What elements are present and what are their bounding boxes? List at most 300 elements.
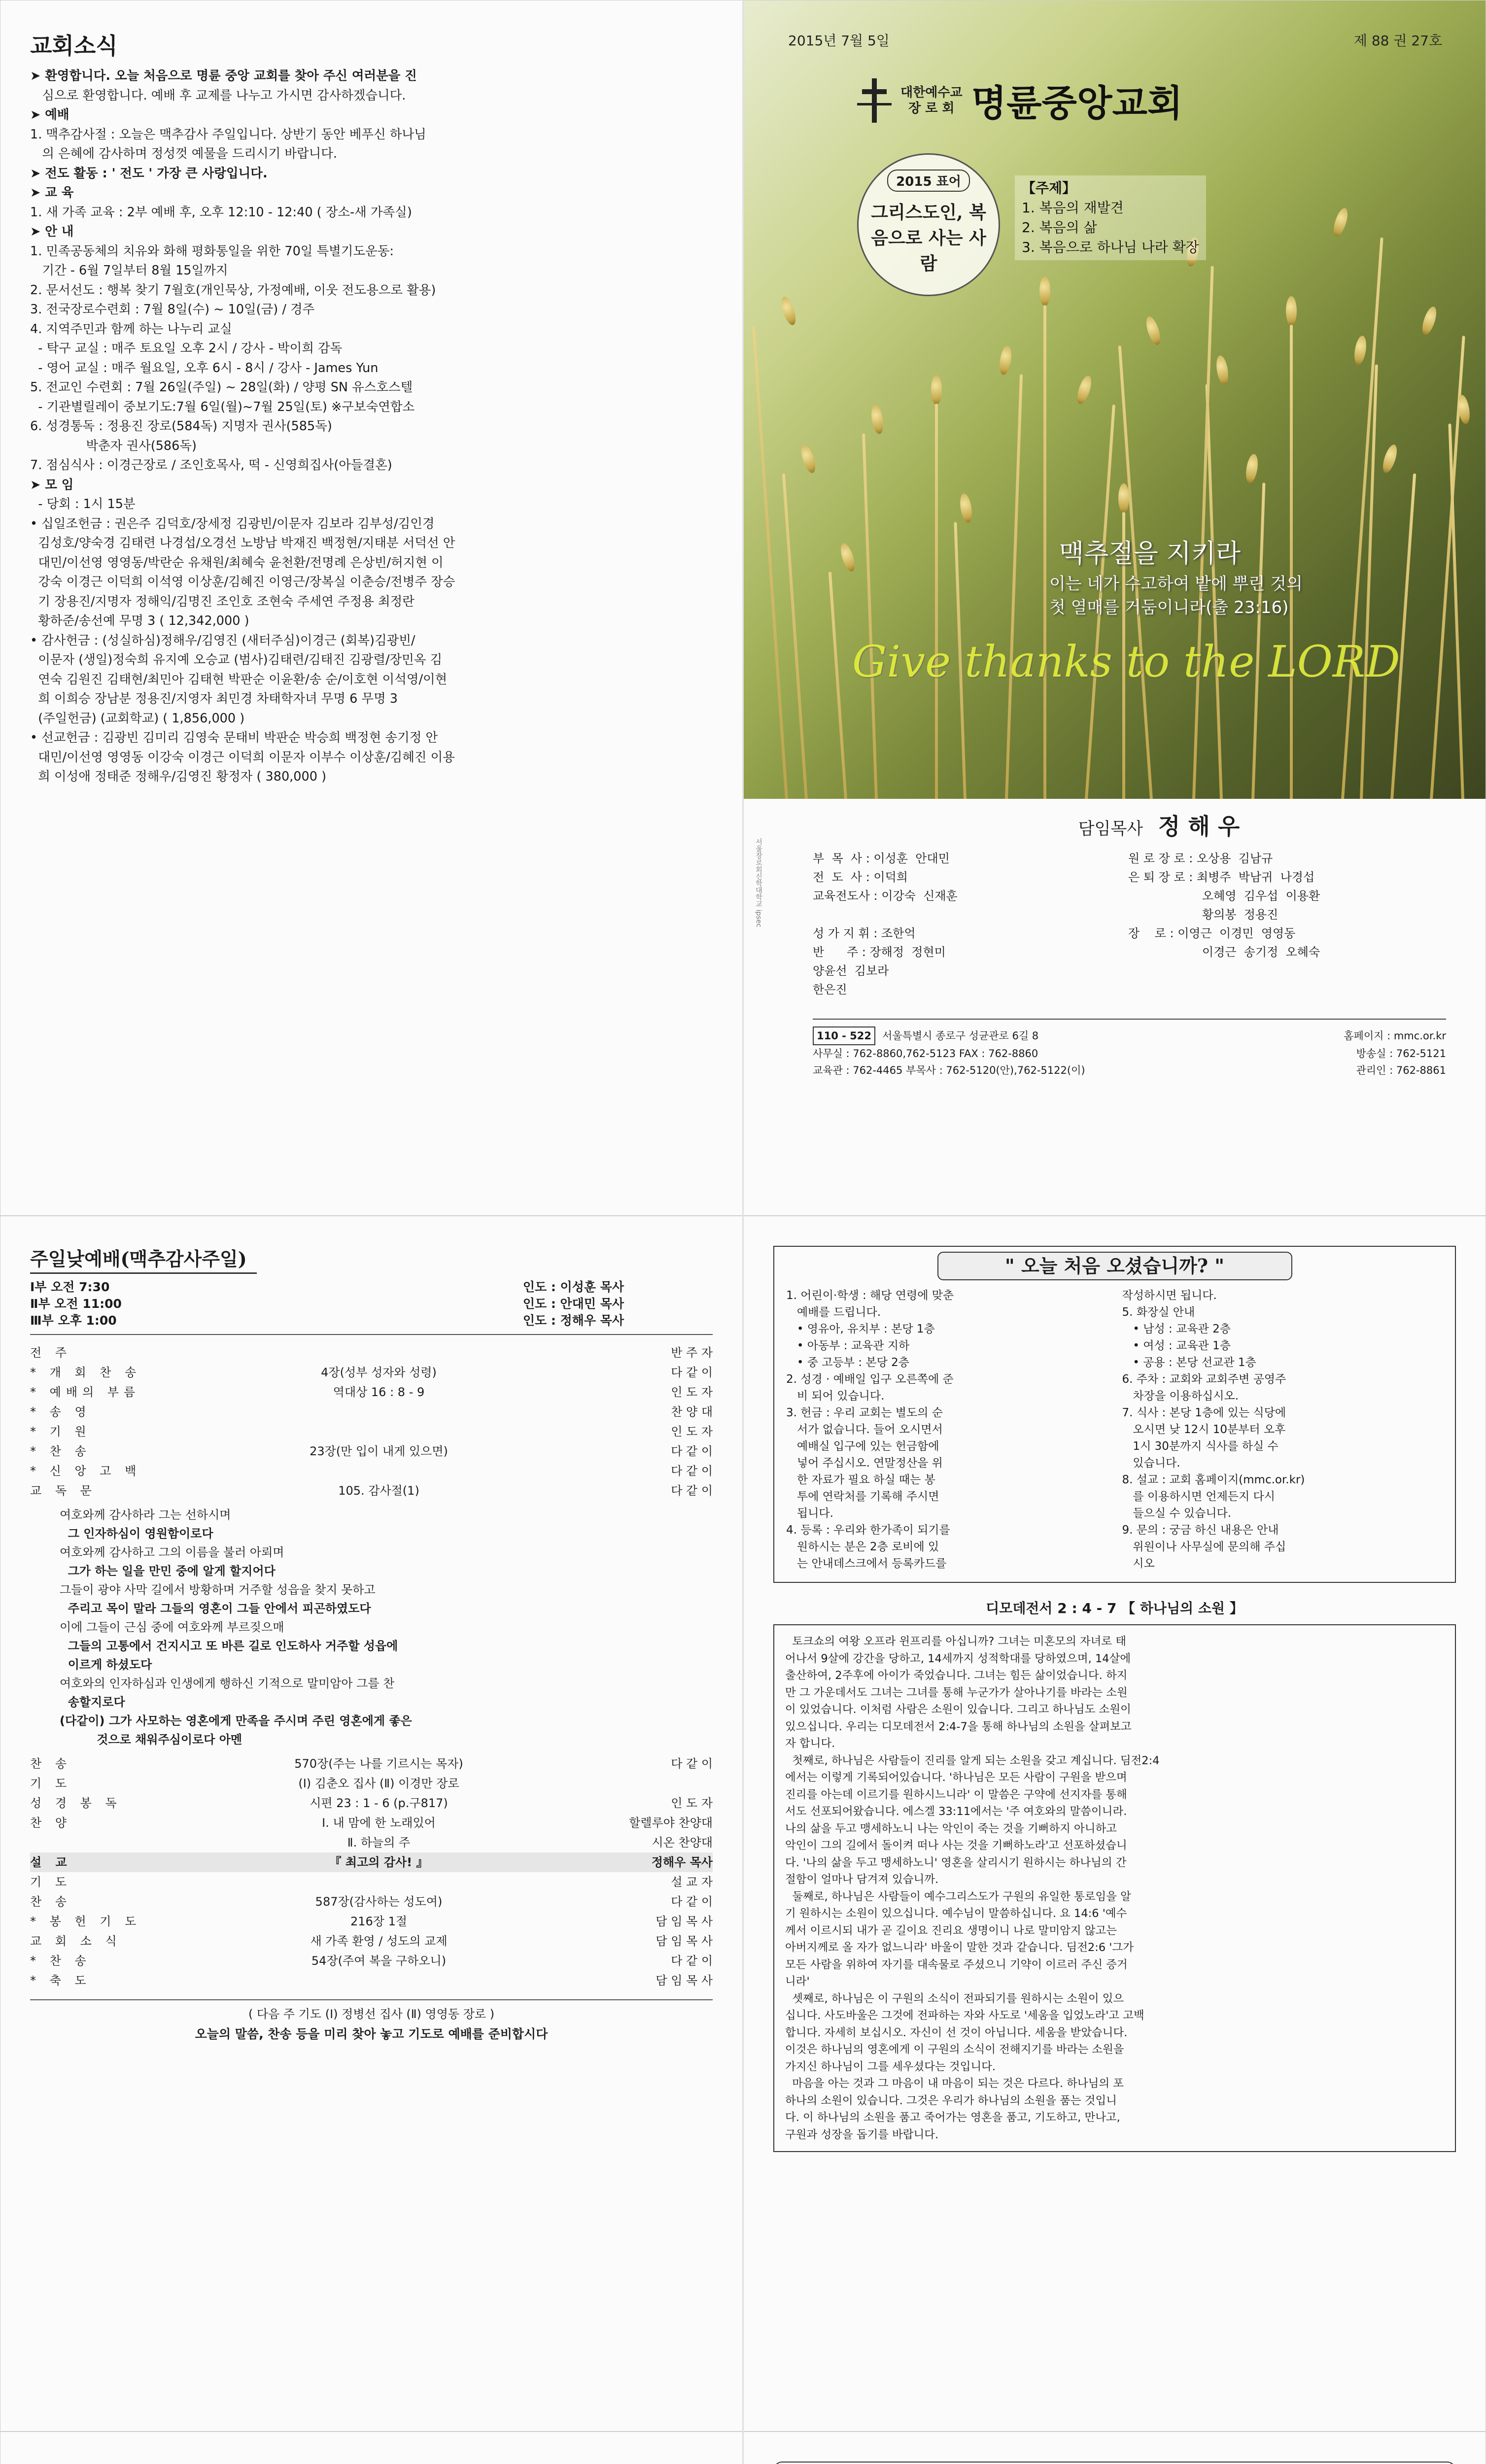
wheat-grain <box>1039 276 1050 306</box>
broadcast-phone: 방송실 : 762-5121 <box>1356 1048 1446 1060</box>
order-item: 교 회 소 식 <box>30 1934 122 1948</box>
order-item: * 봉 헌 기 도 <box>30 1915 141 1928</box>
news-item: 1. 민족공동체의 치유와 화해 평화통일을 위한 70일 특별기도운동: <box>30 243 394 259</box>
visitor-guide-line: 비 되어 있습니다. <box>786 1390 885 1403</box>
order-row <box>30 1343 713 1363</box>
litany-line: 이르게 하셨도다 <box>60 1658 152 1672</box>
staff-left: 교육전도사 : 이강숙 신재훈 <box>813 889 958 903</box>
service-row <box>30 1312 713 1329</box>
order-item: * 개 회 찬 송 <box>30 1366 141 1379</box>
wheat-stalk <box>1290 325 1293 799</box>
litany-line: 여호와께 감사하라 그는 선하시며 <box>60 1508 231 1522</box>
staff-right: 이경근 송기정 오혜숙 <box>1202 945 1320 959</box>
wheat-grain <box>1143 315 1163 346</box>
wheat-stalk <box>1448 423 1465 799</box>
staff-right: 오혜영 김우섭 이용환 <box>1202 889 1320 903</box>
wheat-stalk <box>782 474 810 799</box>
visitor-guide-line: • 아동부 : 교육관 지하 <box>786 1339 910 1352</box>
order-row <box>30 1912 713 1931</box>
office-phone: 사무실 : 762-8860,762-5123 FAX : 762-8860 <box>813 1048 1038 1060</box>
order-content: 4장(성부 성자와 성령) <box>321 1366 437 1379</box>
order-person <box>614 1774 713 1793</box>
order-item: 전 주 <box>30 1346 71 1360</box>
order-row <box>30 1774 713 1793</box>
visitor-guide-line: 3. 헌금 : 우리 교회는 별도의 순 <box>786 1406 943 1419</box>
staff-left: 성 가 지 휘 : 조한억 <box>813 926 916 940</box>
order-content <box>143 1461 614 1481</box>
order-person: 다 같 이 <box>671 1484 713 1498</box>
sermon-line: 하나의 소원이 있습니다. 그것은 우리가 하나님의 소원을 품는 것입니 <box>785 2094 1117 2107</box>
cross-logo-icon <box>857 78 892 123</box>
staff-right: 장 로 : 이영근 이경민 영영동 <box>1128 926 1296 940</box>
visitor-guide-left <box>786 1287 1107 1572</box>
news-panel <box>0 0 743 1216</box>
sermon-line: 첫째로, 하나님은 사람들이 진리를 알게 되는 소원을 갖고 계십니다. 딤전2:4 <box>785 1754 1160 1767</box>
sermon-line: 절함이 얼마나 담겨져 있습니까. <box>785 1873 939 1886</box>
sermon-line: 자 합니다. <box>785 1737 835 1750</box>
order-person: 인 도 자 <box>671 1425 713 1438</box>
calendar-panel <box>743 2431 1486 2464</box>
sermon-line: 악인이 그의 길에서 돌이켜 떠나 사는 것을 기뻐하노라'고 선포하셨습니 <box>785 1839 1127 1852</box>
order-item: 기 도 <box>30 1777 71 1790</box>
visitor-guide-line: 넣어 주십시오. 연말정산을 위 <box>786 1457 943 1470</box>
order-content: 570장(주는 나를 기르시는 목자) <box>294 1757 463 1771</box>
wheat-grain <box>798 443 818 475</box>
order-row <box>30 1971 713 1990</box>
church-name: 명륜중앙교회 <box>971 82 1183 125</box>
visitor-guide-line: 위원이나 사무실에 문의해 주십 <box>1122 1540 1286 1553</box>
news-title: 교회소식 <box>30 33 118 59</box>
staff-right <box>1128 961 1446 980</box>
order-row <box>30 1852 713 1872</box>
order-person: 다 같 이 <box>671 1444 713 1458</box>
order-row <box>30 1813 713 1833</box>
feast-verse-line1: 이는 네가 수고하여 밭에 뿌린 것의 <box>1049 574 1303 594</box>
theme-item: 3. 복음으로 하나님 나라 확장 <box>1022 239 1199 255</box>
order-content: 역대상 16 : 8 - 9 <box>333 1385 425 1399</box>
news-item: 4. 지역주민과 함께 하는 나누리 교실 <box>30 321 232 337</box>
visitor-guide-line: 는 안내데스크에서 등록카드를 <box>786 1557 947 1570</box>
year-theme-text: 그리스도인, 복음으로 사는 사람 <box>871 202 986 274</box>
sermon-text <box>773 1624 1456 2152</box>
news-item: 박춘자 권사(586독) <box>30 438 197 453</box>
order-content: Ⅰ. 내 맘에 한 노래있어 <box>322 1816 436 1830</box>
service-leader: 인도 : 이성훈 목사 <box>522 1280 624 1294</box>
sermon-line: 에서는 이렇게 기록되어있습니다. '하나님은 모든 사람이 구원을 받으며 <box>785 1771 1127 1784</box>
news-item: 3. 전국장로수련회 : 7월 8일(수) ~ 10일(금) / 경주 <box>30 302 315 317</box>
order-person: 정해우 목사 <box>651 1855 713 1869</box>
wheat-grain <box>1352 335 1368 366</box>
wheat-stalk <box>862 433 879 799</box>
news-item: • 선교헌금 : 김광빈 김미리 김영숙 문태비 박판순 박승희 백정현 송기정 안 <box>30 730 438 745</box>
order-content: 시편 23 : 1 - 6 (p.구817) <box>310 1796 448 1810</box>
order-item: 성 경 봉 독 <box>30 1796 122 1810</box>
news-item: • 감사헌금 : (성실하심)정해우/김영진 (새터주심)이경근 (회복)김광빈/ <box>30 633 415 648</box>
order-item: 기 도 <box>30 1875 71 1889</box>
news-item: ➤ 환영합니다. 오늘 처음으로 명륜 중앙 교회를 찾아 주신 여러분을 진 <box>30 68 417 83</box>
order-person: 다 같 이 <box>671 1464 713 1478</box>
news-item: 6. 성경통독 : 정용진 장로(584독) 지명자 권사(585독) <box>30 419 332 434</box>
english-slogan: Give thanks to the LORD <box>852 636 1400 687</box>
visitor-guide-line: 작성하시면 됩니다. <box>1122 1289 1217 1302</box>
pastor-label: 담임목사 <box>1078 819 1143 839</box>
litany-line: 그들의 고통에서 건지시고 또 바른 길로 인도하사 거주할 성읍에 <box>60 1639 398 1653</box>
order-content <box>143 1971 614 1990</box>
order-item: 찬 양 <box>30 1816 71 1830</box>
wheat-stalk <box>829 572 849 799</box>
sermon-line: 다. '나의 삶을 두고 맹세하노니' 영혼을 살리시기 원하시는 하나님의 간 <box>785 1856 1127 1869</box>
service-time: Ⅰ부 오전 7:30 <box>30 1280 110 1294</box>
sunday-worship-title: 주일낮예배(맥추감사주일) <box>30 1246 257 1274</box>
staff-right: 황의봉 정용진 <box>1202 908 1279 922</box>
order-content <box>143 1872 614 1892</box>
staff-left: 전 도 사 : 이덕희 <box>813 870 908 884</box>
sermon-line: 나의 삶을 두고 맹세하노니 나는 악인이 죽는 것을 기뻐하지 아니하고 <box>785 1822 1117 1835</box>
wheat-grain <box>1074 374 1094 406</box>
wheat-grain <box>1380 443 1399 475</box>
wheat-grain <box>1419 305 1439 337</box>
order-item: * 송 영 <box>30 1405 91 1419</box>
order-person: 인 도 자 <box>671 1796 713 1810</box>
litany-line: 여호와의 인자하심과 인생에게 행하신 기적으로 말미암아 그를 찬 <box>60 1677 395 1690</box>
sermon-line: 니라' <box>785 1975 810 1988</box>
order-person: 인 도 자 <box>671 1385 713 1399</box>
staff-row <box>813 887 1446 905</box>
visitor-guide-line: 한 자료가 필요 하실 때는 봉 <box>786 1473 935 1486</box>
church-header <box>857 74 1183 127</box>
worship-order-1 <box>30 1343 713 1501</box>
visitor-guide-line: • 공용 : 본당 선교관 1층 <box>1122 1356 1256 1369</box>
sermon-line: 어나서 9살에 강간을 당하고, 14세까지 성적학대를 당하였으며, 14살에 <box>785 1652 1131 1665</box>
staff-left: 양윤선 김보라 <box>813 964 889 978</box>
order-item: * 찬 송 <box>30 1954 91 1968</box>
staff-row <box>813 868 1446 887</box>
news-item: ➤ 안 내 <box>30 224 74 239</box>
visitor-box <box>773 1246 1456 1583</box>
staff-row <box>813 943 1446 961</box>
news-item: 심으로 환영합니다. 예배 후 교제를 나누고 가시면 감사하겠습니다. <box>30 88 406 103</box>
visitor-guide-line: • 여성 : 교육관 1층 <box>1122 1339 1231 1352</box>
visitor-guide-line: 들으실 수 있습니다. <box>1122 1507 1232 1520</box>
news-item: 5. 전교인 수련회 : 7월 26일(주일) ~ 28일(화) / 양평 SN 유스호스텔 <box>30 380 413 395</box>
sermon-line: 모든 사람을 위하여 자기를 대속물로 주셨으니 기약이 이르러 주신 증거 <box>785 1958 1128 1971</box>
afternoon-title <box>30 2462 148 2464</box>
wheat-stalk <box>752 326 790 799</box>
order-content <box>143 1422 614 1441</box>
visitor-guide-line: 1시 30분까지 식사를 하실 수 <box>1122 1440 1279 1453</box>
service-leader: 인도 : 안대민 목사 <box>522 1297 624 1311</box>
staff-left: 부 목 사 : 이성훈 안대민 <box>813 852 950 865</box>
staff-right: 원 로 장 로 : 오상용 김남규 <box>1128 852 1273 865</box>
litany-line: 송할지로다 <box>60 1695 125 1709</box>
news-item: 기 장용진/지명자 정해익/김명진 조인호 조현숙 주세연 주정용 최정란 <box>30 594 415 609</box>
news-item: - 당회 : 1시 15분 <box>30 497 136 512</box>
sermon-line: 합니다. 자세히 보십시오. 자신이 선 것이 아닙니다. 세움을 받았습니다. <box>785 2026 1128 2039</box>
order-row <box>30 1402 713 1422</box>
edu-phone: 교육관 : 762-4465 부목사 : 762-5120(안),762-5122(이) <box>813 1064 1085 1076</box>
staff-left: 한은진 <box>813 983 847 996</box>
order-row <box>30 1872 713 1892</box>
news-item: 희 이희승 장남분 정용진/지영자 최민경 차태학자녀 무명 6 무명 3 <box>30 691 398 706</box>
wheat-grain <box>1244 453 1259 484</box>
sermon-line: 셋째로, 하나님은 이 구원의 소식이 전파되기를 원하시는 소원이 있으 <box>785 1992 1124 2005</box>
staff-right <box>1128 980 1446 999</box>
news-item: - 기관별릴레이 중보기도:7월 6일(월)~7월 25일(토) ※구보숙연합소 <box>30 399 415 414</box>
theme-item: 1. 복음의 재발견 <box>1022 200 1124 216</box>
service-time: Ⅱ부 오전 11:00 <box>30 1297 122 1311</box>
feast-verse-line2: 첫 열매를 거둠이니라(출 23:16) <box>1049 598 1289 617</box>
visitor-guide-right <box>1122 1287 1444 1572</box>
order-person: 다 같 이 <box>671 1954 713 1968</box>
visitor-guide-line: • 영유아, 유치부 : 본당 1층 <box>786 1323 935 1335</box>
sermon-line: 진리를 아는데 이르기를 원하시느니라' 이 말씀은 구약에 선지자를 통해 <box>785 1788 1127 1801</box>
order-row <box>30 1754 713 1774</box>
staff-left: 반 주 : 장해정 정현미 <box>813 945 946 959</box>
sermon-line: 께서 이르시되 내가 곧 길이요 진리요 생명이니 나로 말미암지 않고는 <box>785 1924 1117 1937</box>
news-item: (주일헌금) (교회학교) ( 1,856,000 ) <box>30 711 245 726</box>
order-row <box>30 1481 713 1501</box>
visitor-guide-line: 투에 연락처를 기록해 주시면 <box>786 1490 939 1503</box>
news-item: 의 은혜에 감사하며 정성껏 예물을 드리시기 바랍니다. <box>30 146 337 161</box>
order-content: 『 최고의 감사! 』 <box>329 1855 428 1869</box>
order-item: * 찬 송 <box>30 1444 91 1458</box>
order-row <box>30 1793 713 1813</box>
sermon-line: 이것은 하나님의 영혼에게 이 구원의 소식이 전해지기를 바라는 소원을 <box>785 2043 1124 2056</box>
news-item: 대민/이선영 영영동/박란순 유채원/최혜숙 윤천환/전명례 은상빈/허지현 이 <box>30 555 444 570</box>
news-item: ➤ 모 임 <box>30 477 74 492</box>
staff-row <box>813 849 1446 868</box>
bulletin-volume: 제 88 권 27호 <box>1353 33 1442 49</box>
order-person: 다 같 이 <box>671 1757 713 1771</box>
visitor-panel <box>743 1216 1486 2431</box>
wheat-grain <box>869 404 885 435</box>
order-person: 담 임 목 사 <box>656 1974 713 1987</box>
wheat-stalk <box>935 404 938 799</box>
order-row <box>30 1951 713 1971</box>
order-content: 새 가족 환영 / 성도의 교제 <box>310 1934 448 1948</box>
order-row <box>30 1422 713 1441</box>
sermon-line: 둘째로, 하나님은 사람들이 예수그리스도가 구원의 유일한 통로임을 알 <box>785 1890 1131 1903</box>
order-content: (Ⅰ) 김춘오 집사 (Ⅱ) 이경만 장로 <box>298 1777 459 1790</box>
sermon-line: 있으십니다. 우리는 디모데전서 2:4-7을 통해 하나님의 소원을 살펴보고 <box>785 1720 1132 1733</box>
visitor-guide-line: 9. 문의 : 궁금 하신 내용은 안내 <box>1122 1524 1279 1537</box>
visitor-guide-line: 4. 등록 : 우리와 한가족이 되기를 <box>786 1524 950 1537</box>
service-leader: 인도 : 정해우 목사 <box>522 1313 624 1328</box>
litany-line: 그들이 광야 사막 길에서 방황하며 거주할 성읍을 찾지 못하고 <box>60 1583 376 1597</box>
litany-line: 그 인자하심이 영원함이로다 <box>60 1527 213 1540</box>
litany-line: 것으로 채워주심이로다 아멘 <box>60 1733 242 1746</box>
news-item: 기간 - 6월 7일부터 8월 15일까지 <box>30 263 228 278</box>
order-item: * 신 앙 고 백 <box>30 1464 141 1478</box>
theme-heading: 【주제】 <box>1022 180 1076 196</box>
homepage: 홈페이지 : mmc.or.kr <box>1344 1030 1446 1042</box>
order-person: 시온 찬양대 <box>652 1836 713 1849</box>
sermon-line: 아버지께로 올 자가 없느니라' 바울이 말한 것과 같습니다. 딤전2:6 '그가 <box>785 1941 1134 1954</box>
wheat-grain <box>1331 206 1350 238</box>
order-person: 설 교 자 <box>671 1875 713 1889</box>
year-theme-year: 2015 표어 <box>887 170 970 192</box>
year-theme-badge <box>857 153 1000 296</box>
wheat-stalk <box>1004 374 1023 799</box>
order-item: 교 독 문 <box>30 1484 97 1498</box>
sermon-line: 출산하여, 2주후에 아이가 죽었습니다. 그녀는 힘든 삶이었습니다. 하지 <box>785 1669 1128 1682</box>
visitor-guide-line: 차장을 이용하십시오. <box>1122 1390 1239 1403</box>
order-person: 담 임 목 사 <box>656 1934 713 1948</box>
news-item: - 영어 교실 : 매주 월요일, 오후 6시 - 8시 / 강사 - James Yun <box>30 360 379 376</box>
sunday-worship-panel <box>0 1216 743 2431</box>
order-content: Ⅱ. 하늘의 주 <box>347 1836 411 1849</box>
sermon-title: 디모데전서 2 : 4 - 7 【 하나님의 소원 】 <box>986 1600 1244 1616</box>
news-item: ➤ 교 육 <box>30 185 74 200</box>
next-week-prayer: ( 다음 주 기도 (Ⅰ) 정병선 집사 (Ⅱ) 영영동 장로 ) <box>30 1999 713 2021</box>
order-row <box>30 1833 713 1852</box>
order-item: * 축 도 <box>30 1974 91 1987</box>
news-item: 연숙 김원진 김태현/최민아 김태현 박판순 이윤환/송 순/이호현 이석영/이현 <box>30 672 448 687</box>
wheat-photo <box>744 0 1486 799</box>
order-content: 587장(감사하는 성도여) <box>315 1895 443 1909</box>
worship-order-2 <box>30 1754 713 1990</box>
visitor-guide-line: 예배를 드립니다. <box>786 1306 881 1319</box>
visitor-guide-line: 원하시는 분은 2층 로비에 있 <box>786 1540 939 1553</box>
visitor-guide-line: 5. 화장실 안내 <box>1122 1306 1195 1319</box>
wheat-grain <box>931 375 942 405</box>
visitor-guide-line: • 중 고등부 : 본당 2층 <box>786 1356 909 1369</box>
afternoon-panel <box>0 2431 743 2464</box>
sermon-line: 이 있었습니다. 이처럼 사람은 소원이 있습니다. 그리고 하나님도 소원이 <box>785 1703 1131 1716</box>
news-item: 이문자 (생일)정숙희 유지예 오승교 (범사)김태련/김태진 김광렬/장민옥 김 <box>30 652 443 667</box>
order-row <box>30 1382 713 1402</box>
news-item: • 십일조헌금 : 권은주 김덕호/장세정 김광빈/이문자 김보라 김부성/김인경 <box>30 516 435 531</box>
sermon-line: 기 원하시는 소원이 있으십니다. 예수님이 말씀하십니다. 요 14:6 '예수 <box>785 1907 1127 1920</box>
sermon-line: 구원과 성장을 돕기를 바랍니다. <box>785 2128 939 2141</box>
side-note: 서울장로회신학대학교 ipsec <box>755 838 762 927</box>
address: 서울특별시 종로구 성균관로 6길 8 <box>882 1030 1039 1042</box>
visitor-guide-line: • 남성 : 교육관 2층 <box>1122 1323 1231 1335</box>
visitor-guide-line: 1. 어린이·학생 : 해당 연령에 맞춘 <box>786 1289 954 1302</box>
wheat-grain <box>779 295 798 327</box>
order-row <box>30 1441 713 1461</box>
theme-list <box>1015 175 1206 260</box>
news-item: 희 이성애 정태준 정해우/김영진 황정자 ( 380,000 ) <box>30 769 327 784</box>
order-person: 다 같 이 <box>671 1895 713 1909</box>
order-item: * 기 원 <box>30 1425 91 1438</box>
order-item: 찬 송 <box>30 1757 71 1771</box>
denomination-top: 대한예수교 <box>900 85 963 100</box>
wheat-grain <box>958 493 973 524</box>
theme-item: 2. 복음의 삶 <box>1022 219 1097 236</box>
news-list <box>30 67 713 787</box>
news-item: 김성호/양숙경 김태련 나경섭/오경선 노방남 박재진 백정현/지태분 서덕선 안 <box>30 536 455 550</box>
news-item: 대민/이선영 영영동 이강숙 이경근 이덕희 이문자 이부수 이상훈/김혜진 이용 <box>30 750 455 765</box>
order-row <box>30 1892 713 1912</box>
litany-line: 여호와께 감사하고 그의 이름을 불러 아뢰며 <box>60 1545 284 1559</box>
litany-line: 주리고 목이 말라 그들의 영혼이 그들 안에서 피곤하였도다 <box>60 1602 371 1615</box>
litany-line: 그가 하는 일을 만민 중에 알게 할지어다 <box>60 1564 276 1578</box>
order-content <box>143 1402 614 1422</box>
wheat-grain <box>838 542 857 573</box>
order-person: 반 주 자 <box>671 1346 713 1360</box>
visitor-title: " 오늘 처음 오셨습니까? " <box>937 1252 1292 1280</box>
order-row <box>30 1363 713 1382</box>
service-time: Ⅲ부 오후 1:00 <box>30 1313 117 1328</box>
order-row <box>30 1931 713 1951</box>
zip-code: 110 - 522 <box>813 1027 875 1045</box>
sermon-line: 마음을 아는 것과 그 마음이 내 마음이 되는 것은 다르다. 하나님의 포 <box>785 2077 1124 2090</box>
order-item: 설 교 <box>30 1855 72 1869</box>
news-item: 7. 점심식사 : 이경근장로 / 조인호목사, 떡 - 신영희집사(아들결혼) <box>30 458 392 473</box>
news-item: ➤ 전도 활동 : ' 전도 ' 가장 큰 사랑입니다. <box>30 166 268 181</box>
news-item: - 탁구 교실 : 매주 토요일 오후 2시 / 강사 - 박이희 감독 <box>30 341 343 356</box>
sermon-line: 토크쇼의 여왕 오프라 윈프리를 아십니까? 그녀는 미혼모의 자녀로 태 <box>785 1635 1127 1648</box>
cover-panel <box>743 0 1486 1216</box>
service-row <box>30 1296 713 1312</box>
staff-row <box>813 905 1446 924</box>
order-content: 23장(만 입이 내게 있으면) <box>310 1444 448 1458</box>
staff-row <box>813 924 1446 943</box>
order-person: 다 같 이 <box>671 1366 713 1379</box>
staff-row <box>813 961 1446 980</box>
wheat-grain <box>1118 483 1129 513</box>
service-row <box>30 1279 713 1296</box>
order-person: 담 임 목 사 <box>656 1915 713 1928</box>
wheat-grain <box>1214 355 1230 386</box>
order-item <box>30 1833 143 1852</box>
order-content: 105. 감사절(1) <box>338 1484 419 1498</box>
news-item: 황하준/송선예 무명 3 ( 12,342,000 ) <box>30 614 249 628</box>
prepare-notice: 오늘의 말씀, 찬송 등을 미리 찾아 놓고 기도로 예배를 준비합시다 <box>195 2027 548 2041</box>
visitor-guide-line: 7. 식사 : 본당 1층에 있는 식당에 <box>1122 1406 1286 1419</box>
service-times <box>30 1279 713 1335</box>
news-item: 1. 맥추감사절 : 오늘은 맥추감사 주일입니다. 상반기 동안 베푸신 하나님 <box>30 127 426 142</box>
order-content <box>143 1343 614 1363</box>
wheat-stalk <box>1043 305 1046 799</box>
visitor-guide-line: 시오 <box>1122 1557 1155 1570</box>
order-person: 할렐루야 찬양대 <box>629 1816 713 1830</box>
sermon-line: 만 그 가운데서도 그녀는 그녀를 통해 누군가가 살아나기를 바라는 소원 <box>785 1686 1128 1699</box>
visitor-guide-line: 있습니다. <box>1122 1457 1180 1470</box>
sermon-line: 다. 이 하나님의 소원을 품고 죽어가는 영혼을 품고, 기도하고, 만나고, <box>785 2111 1120 2124</box>
order-item: * 예배의 부름 <box>30 1385 140 1399</box>
visitor-guide-line: 2. 성경 · 예배일 입구 오른쪽에 준 <box>786 1373 954 1386</box>
wheat-grain <box>998 345 1013 376</box>
staff-right: 은 퇴 장 로 : 최병주 박남귀 나경섭 <box>1128 870 1315 884</box>
feast-title: 맥추절을 지키라 <box>1059 539 1241 569</box>
litany-line: 이에 그들이 근심 중에 여호와께 부르짖으매 <box>60 1620 284 1634</box>
news-item: 2. 문서선도 : 행복 찾기 7월호(개인묵상, 가정예배, 이웃 전도용으로 활용) <box>30 282 436 298</box>
litany-line: (다같이) 그가 사모하는 영혼에게 만족을 주시며 주린 영혼에게 좋은 <box>60 1714 412 1728</box>
responsive-reading <box>60 1506 713 1749</box>
order-person: 찬 양 대 <box>671 1405 713 1419</box>
visitor-guide-line: 예배실 입구에 있는 헌금함에 <box>786 1440 939 1453</box>
order-row <box>30 1461 713 1481</box>
order-content: 216장 1절 <box>350 1915 408 1928</box>
visitor-guide-line: 됩니다. <box>786 1507 833 1520</box>
staff-list <box>813 849 1446 999</box>
visitor-guide-line: 8. 설교 : 교회 홈페이지(mmc.or.kr) <box>1122 1473 1305 1486</box>
order-content: 54장(주여 복을 구하오니) <box>311 1954 447 1968</box>
visitor-guide-line: 를 이용하시면 언제든지 다시 <box>1122 1490 1275 1503</box>
staff-row <box>813 980 1446 999</box>
pastor-name: 정 해 우 <box>1158 813 1240 840</box>
wheat-grain <box>1286 296 1297 326</box>
sermon-line: 서도 선포되어왔습니다. 에스겔 33:11에서는 '주 여호와의 말씀이니라. <box>785 1805 1127 1818</box>
order-item: 찬 송 <box>30 1895 71 1909</box>
calendar-box <box>773 2462 1456 2464</box>
news-item: 강숙 이경근 이덕희 이석영 이상훈/김혜진 이영근/장복실 이춘승/전병주 장승 <box>30 575 455 589</box>
visitor-guide-line: 오시면 낮 12시 10분부터 오후 <box>1122 1423 1286 1436</box>
staff-left <box>813 905 1128 924</box>
denomination-bottom: 장 로 회 <box>908 101 955 116</box>
